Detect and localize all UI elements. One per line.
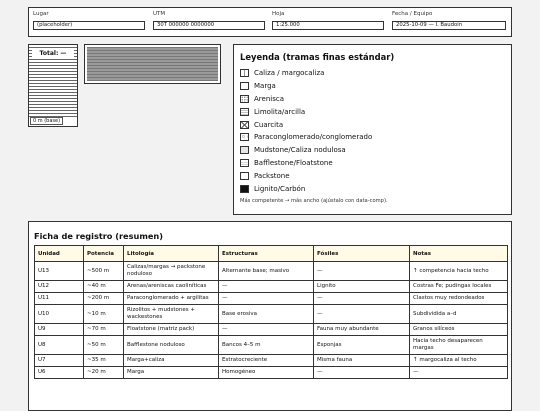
table-row (35, 281, 508, 293)
ficha-title: Ficha de registro (resumen) (34, 231, 163, 241)
legend-item (240, 105, 505, 118)
table-cell: Calizas/margas → packstone noduloso (124, 262, 219, 281)
table-cell: ↑ margocaliza al techo (410, 355, 508, 367)
legend-swatch-marga (240, 82, 249, 90)
table-cell: Base erosiva (219, 305, 314, 324)
table-cell: Homogéneo (219, 367, 314, 379)
field-fecha-label: Fecha / Equipo (392, 11, 433, 17)
legend-item (240, 157, 505, 170)
table-cell: Marga+caliza (124, 355, 219, 367)
table-cell: Marga (124, 367, 219, 379)
table-cell: — (219, 293, 314, 305)
fecha-equipo-input[interactable]: 2025-10-09 — I. Baudoin (392, 21, 506, 30)
table-cell: Subdividida a–d (410, 305, 508, 324)
legend-swatch-cuarcita (240, 121, 249, 129)
legend-panel (233, 44, 512, 215)
table-cell: — (314, 305, 410, 324)
table-cell: Paraconglomerado + argilitas (124, 293, 219, 305)
ficha-column-header: Unidad (35, 246, 84, 262)
table-row (35, 336, 508, 355)
table-cell: Floatstone (matriz pack) (124, 324, 219, 336)
table-cell: ~70 m (84, 324, 124, 336)
table-cell: — (314, 262, 410, 281)
table-cell: Lignito (314, 281, 410, 293)
table-cell: Costras Fe; pudingas locales (410, 281, 508, 293)
legend-title: Leyenda (tramas finas estándar) (240, 52, 395, 62)
legend-item-label: Mudstone/Caliza nodulosa (254, 146, 346, 155)
table-cell: U12 (35, 281, 84, 293)
column-base-label: 0 m (base) (30, 117, 63, 125)
legend-item (240, 182, 505, 195)
legend-item-label: Arenisca (254, 94, 284, 103)
header-panel (28, 7, 512, 37)
legend-item (240, 67, 505, 80)
table-cell: ~50 m (84, 336, 124, 355)
legend-item-label: Marga (254, 82, 276, 91)
ficha-header-row (35, 246, 508, 262)
table-row (35, 305, 508, 324)
legend-item-label: Packstone (254, 171, 290, 180)
table-row (35, 355, 508, 367)
table-cell: Hacia techo desaparecen margas (410, 336, 508, 355)
legend-item (240, 80, 505, 93)
table-cell: U8 (35, 336, 84, 355)
field-hoja-label: Hoja (272, 11, 285, 17)
ficha-column-header: Potencia (84, 246, 124, 262)
pattern-strip-fill (87, 47, 218, 81)
table-cell: U7 (35, 355, 84, 367)
table-cell: U13 (35, 262, 84, 281)
ficha-body (35, 262, 508, 379)
table-cell: Granos silíceos (410, 324, 508, 336)
legend-swatch-caliza (240, 69, 249, 77)
table-cell: — (410, 367, 508, 379)
legend-item-label: Bafflestone/Floatstone (254, 158, 333, 167)
table-cell: Bancos 4–5 m (219, 336, 314, 355)
table-cell: Estratocreciente (219, 355, 314, 367)
table-cell: ~500 m (84, 262, 124, 281)
table-cell: ~40 m (84, 281, 124, 293)
legend-item-label: Caliza / margocaliza (254, 69, 325, 78)
table-cell: ↑ competencia hacia techo (410, 262, 508, 281)
hoja-input[interactable]: 1:25.000 (272, 21, 384, 30)
table-cell: U9 (35, 324, 84, 336)
table-cell: ~20 m (84, 367, 124, 379)
legend-item (240, 131, 505, 144)
legend-swatch-arenisca (240, 95, 249, 103)
ficha-column-header: Fósiles (314, 246, 410, 262)
field-fecha (392, 11, 506, 30)
table-cell: — (219, 281, 314, 293)
legend-item (240, 118, 505, 131)
pattern-strip (84, 44, 221, 84)
legend-swatch-lignito (240, 185, 249, 193)
stratigraphic-column (28, 44, 78, 127)
legend-item (240, 144, 505, 157)
ficha-column-header: Notas (410, 246, 508, 262)
legend-item-label: Cuarcita (254, 120, 284, 129)
table-cell: U10 (35, 305, 84, 324)
table-cell: ~10 m (84, 305, 124, 324)
table-cell: — (219, 324, 314, 336)
legend-swatch-conglo (240, 133, 249, 141)
ficha-table (34, 245, 508, 379)
field-utm-label: UTM (153, 11, 166, 17)
table-cell: Esponjas (314, 336, 410, 355)
legend-swatch-limolita (240, 108, 249, 116)
legend-item-label: Lignito/Carbón (254, 184, 306, 193)
legend-item-label: Paraconglomerado/conglomerado (254, 133, 373, 142)
legend-item-label: Limolita/arcilla (254, 107, 306, 116)
ficha-column-header: Estructuras (219, 246, 314, 262)
legend-item (240, 169, 505, 182)
table-cell: Arenas/areniscas caoliníticas (124, 281, 219, 293)
table-cell: — (314, 293, 410, 305)
table-row (35, 324, 508, 336)
legend-swatch-pack (240, 172, 249, 180)
field-utm (153, 11, 265, 30)
legend-swatch-baffle (240, 159, 249, 167)
field-lugar (33, 11, 145, 30)
table-cell: ~200 m (84, 293, 124, 305)
table-cell: Misma fauna (314, 355, 410, 367)
column-total-label: Total: — (32, 49, 74, 58)
table-cell: Alternante base; masivo (219, 262, 314, 281)
table-row (35, 262, 508, 281)
ficha-column-header: Litología (124, 246, 219, 262)
legend-item (240, 93, 505, 106)
ficha-panel (28, 221, 512, 411)
table-cell: ~35 m (84, 355, 124, 367)
table-cell: Rizolitos + mudstones + wackestones (124, 305, 219, 324)
legend-note: Más competente → más ancho (ajústalo con data-comp). (240, 197, 388, 204)
table-cell: Bafflestone noduloso (124, 336, 219, 355)
table-row (35, 293, 508, 305)
field-hoja (272, 11, 384, 30)
table-cell: U6 (35, 367, 84, 379)
utm-input[interactable]: 30T 000000 0000000 (153, 21, 265, 30)
table-cell: U11 (35, 293, 84, 305)
table-cell: — (314, 367, 410, 379)
legend-list (240, 67, 505, 195)
table-cell: Fauna muy abundante (314, 324, 410, 336)
table-row (35, 367, 508, 379)
lugar-input[interactable]: (placeholder) (33, 21, 145, 30)
legend-swatch-mudstone (240, 146, 249, 154)
table-cell: Clastos muy redondeados (410, 293, 508, 305)
field-lugar-label: Lugar (33, 11, 49, 17)
